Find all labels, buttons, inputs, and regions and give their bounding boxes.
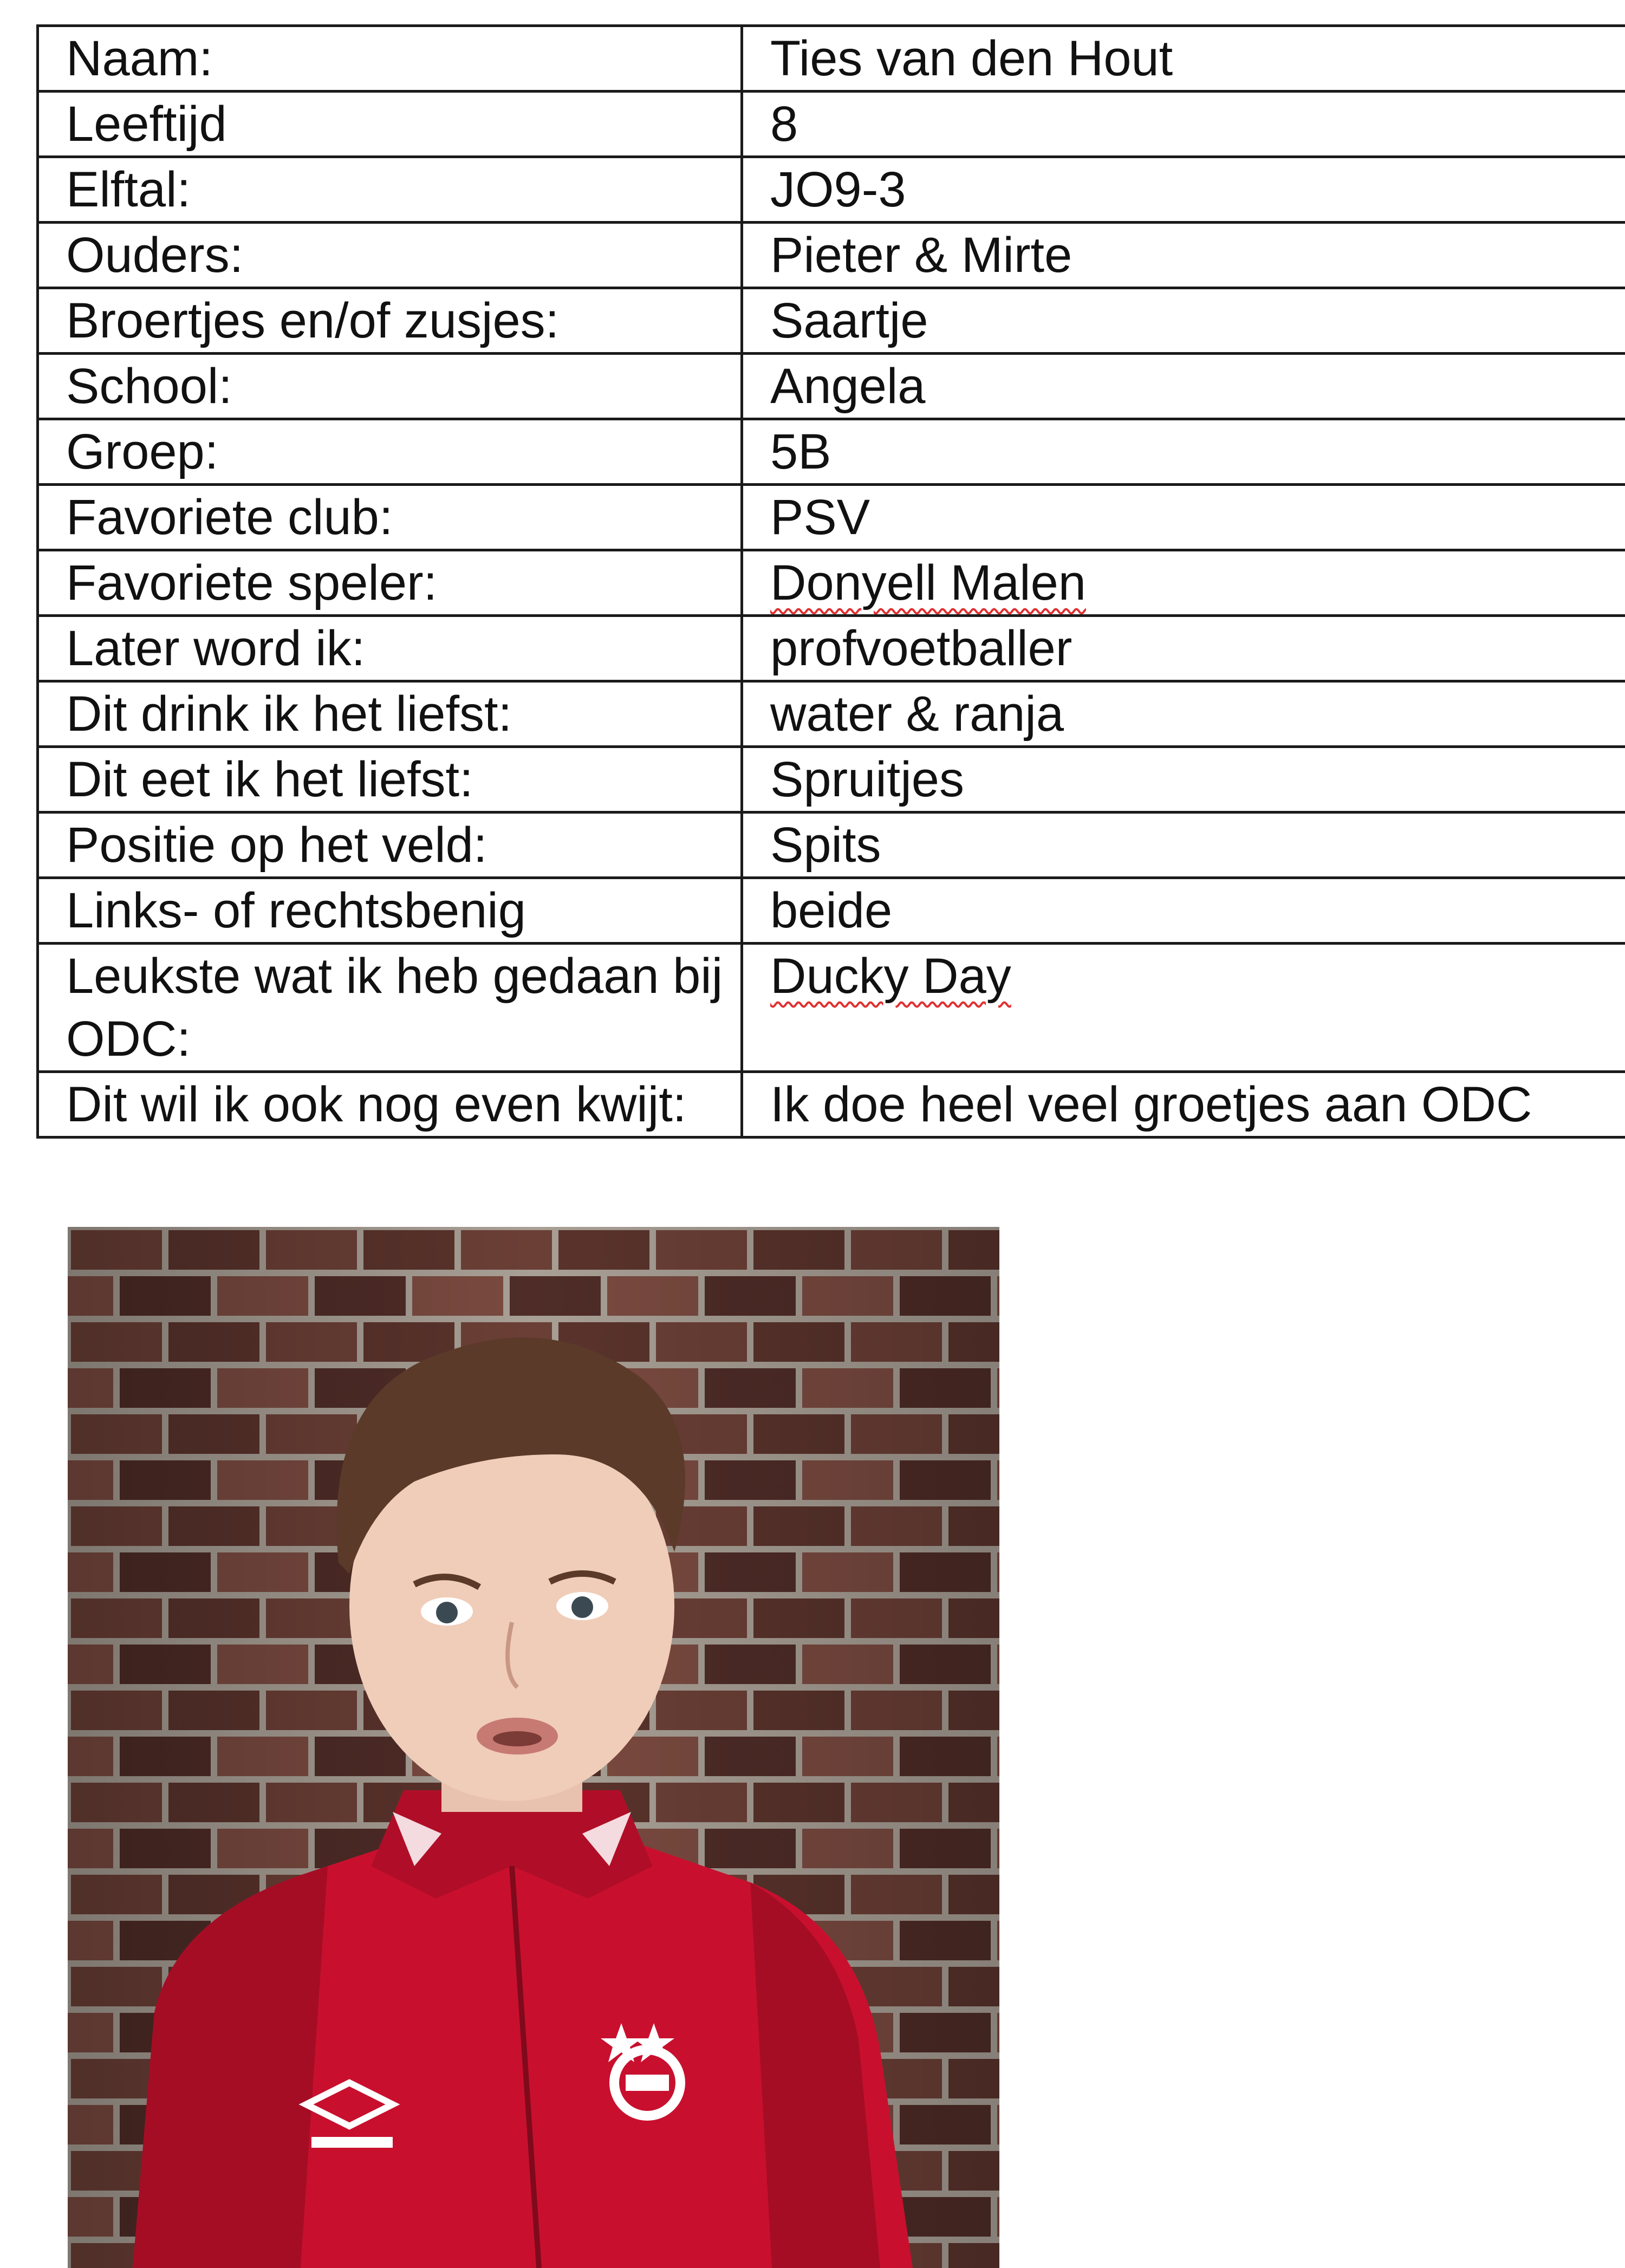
table-row bbox=[38, 419, 1625, 485]
table-row bbox=[38, 1072, 1625, 1138]
table-row bbox=[38, 813, 1625, 878]
table-row bbox=[38, 616, 1625, 681]
best-moment-value: Ducky Day bbox=[770, 948, 1011, 1004]
table-row bbox=[38, 681, 1625, 747]
row-label: Broertjes en/of zusjes: bbox=[38, 288, 742, 354]
table-row bbox=[38, 944, 1625, 1072]
row-label: Dit eet ik het liefst: bbox=[38, 747, 742, 813]
row-label: Naam: bbox=[38, 26, 742, 92]
table-row bbox=[38, 747, 1625, 813]
row-value bbox=[742, 550, 1625, 616]
favorite-player-value: Donyell Malen bbox=[770, 555, 1086, 610]
row-value: JO9-3 bbox=[742, 157, 1625, 223]
row-value: 8 bbox=[742, 92, 1625, 157]
row-value: beide bbox=[742, 878, 1625, 944]
table-row bbox=[38, 26, 1625, 92]
player-photo-illustration bbox=[68, 1227, 999, 2268]
player-profile-table bbox=[36, 24, 1625, 1139]
row-value: Pieter & Mirte bbox=[742, 223, 1625, 288]
row-value: PSV bbox=[742, 485, 1625, 550]
player-photo bbox=[68, 1227, 999, 2268]
row-value: Spits bbox=[742, 813, 1625, 878]
table-row bbox=[38, 92, 1625, 157]
row-value: Ties van den Hout bbox=[742, 26, 1625, 92]
row-label: Groep: bbox=[38, 419, 742, 485]
row-label: Favoriete speler: bbox=[38, 550, 742, 616]
row-value: profvoetballer bbox=[742, 616, 1625, 681]
table-row bbox=[38, 223, 1625, 288]
row-label: School: bbox=[38, 354, 742, 419]
row-label: Leeftijd bbox=[38, 92, 742, 157]
table-row bbox=[38, 485, 1625, 550]
table-row bbox=[38, 878, 1625, 944]
table-row bbox=[38, 157, 1625, 223]
row-label: Favoriete club: bbox=[38, 485, 742, 550]
row-value: water & ranja bbox=[742, 681, 1625, 747]
row-label: Dit drink ik het liefst: bbox=[38, 681, 742, 747]
row-label: Leukste wat ik heb gedaan bij ODC: bbox=[38, 944, 742, 1072]
row-label: Elftal: bbox=[38, 157, 742, 223]
row-label: Links- of rechtsbenig bbox=[38, 878, 742, 944]
row-value: Saartje bbox=[742, 288, 1625, 354]
row-label: Dit wil ik ook nog even kwijt: bbox=[38, 1072, 742, 1138]
table-row bbox=[38, 288, 1625, 354]
row-value: Ik doe heel veel groetjes aan ODC bbox=[742, 1072, 1625, 1138]
row-value: Spruitjes bbox=[742, 747, 1625, 813]
table-row bbox=[38, 550, 1625, 616]
row-value bbox=[742, 944, 1625, 1072]
row-value: Angela bbox=[742, 354, 1625, 419]
row-label: Ouders: bbox=[38, 223, 742, 288]
row-value: 5B bbox=[742, 419, 1625, 485]
table-row bbox=[38, 354, 1625, 419]
row-label: Positie op het veld: bbox=[38, 813, 742, 878]
row-label: Later word ik: bbox=[38, 616, 742, 681]
